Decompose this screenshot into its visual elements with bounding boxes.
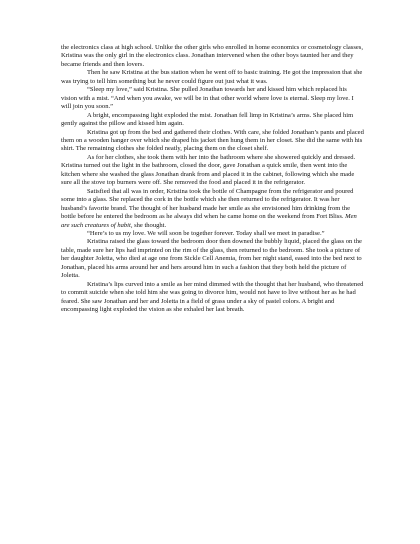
paragraph-text: “Here’s to us my love. We will soon be together forever. Today shall we meet in paradise.” <box>87 229 325 237</box>
paragraph-text: “Sleep my love,” said Kristina. She pulled Jonathan towards her and kissed him which replaced his vision with a mist. “And when you awake, we will be in that other world where love is eternal. Sleep my love. I will join you soon.” <box>61 86 354 111</box>
paragraph-1 <box>61 44 364 69</box>
paragraph-3 <box>61 86 364 111</box>
paragraph-text: A bright, encompassing light exploded the mist. Jonathan fell limp in Kristina’s arms. She placed him gently against the pillow and kissed him again. <box>61 111 354 128</box>
paragraph-9 <box>61 238 364 280</box>
paragraph-8 <box>61 230 364 238</box>
paragraph-10 <box>61 281 364 315</box>
paragraph-7 <box>61 188 364 230</box>
paragraph-2 <box>61 69 364 86</box>
italic-thought: Men are such creatures of habit <box>61 213 357 229</box>
paragraph-text: , she thought. <box>130 221 167 229</box>
story-text-body <box>61 44 364 315</box>
paragraph-6 <box>61 154 364 188</box>
paragraph-text: As for her clothes, she took them with her into the bathroom where she showered quickly and dressed. Kristina turned out the light in the bathroom, closed the door, gave Jonathan a quick smile, then went into the kitchen where she washed the glass Jonathan drank from and placed it in the cabinet, following which she made sure all the stove top burners were off. She removed the food and placed it in the refrigerator. <box>61 153 356 187</box>
paragraph-text: Kristina raised the glass toward the bedroom door then downed the bubbly liquid, placed the glass on the table, made sure her lips had imprinted on the rim of the glass, then returned to the bedroom. She took a picture of her daughter Joletta, who died at age one from Sickle Cell Anemia, from her night stand, eased into the bed next to Jonathan, placed his arms around her and hers around him in such a fashion that they both held the picture of Joletta. <box>61 238 362 280</box>
paragraph-text: Satisfied that all was in order, Kristina took the bottle of Champagne from the refrigerator and poured some into a glass. She replaced the cork in the bottle which she then returned to the refrigerator. It was her husband’s favorite brand. The thought of her husband made her smile as she envisioned him drinking from the bottle before he entered the bedroom as he always did when he came home on the weekend from Fort Bliss. <box>61 187 354 221</box>
paragraph-4 <box>61 112 364 129</box>
paragraph-text: the electronics class at high school. Unlike the other girls who enrolled in home economics or cosmetology classes, Kristina was the only girl in the electronics class. Jonathan intervened when the other boys taunted her and they became friends and then lovers. <box>61 44 363 68</box>
paragraph-text: Kristina’s lips curved into a smile as her mind dimmed with the thought that her husband, who threatened to commit suicide when she told him she was going to divorce him, would not have to live without her as he had feared. She saw Jonathan and her and Joletta in a field of grass under a sky of pastel colors. A bright and encompassing light exploded the vision as she exhaled her last breath. <box>61 280 364 314</box>
paragraph-text: Then he saw Kristina at the bus station when he went off to basic training. He got the impression that she was trying to tell him something but he never could figure out just what it was. <box>61 69 363 85</box>
paragraph-text: Kristina got up from the bed and gathered their clothes. With care, she folded Jonathan’s pants and placed them on a wooden hanger over which she draped his jacket then hung them in her closet. She did the same with his shirt. The remaining clothes she folded neatly, placing them on the closet shelf. <box>61 128 364 153</box>
paragraph-5 <box>61 129 364 154</box>
